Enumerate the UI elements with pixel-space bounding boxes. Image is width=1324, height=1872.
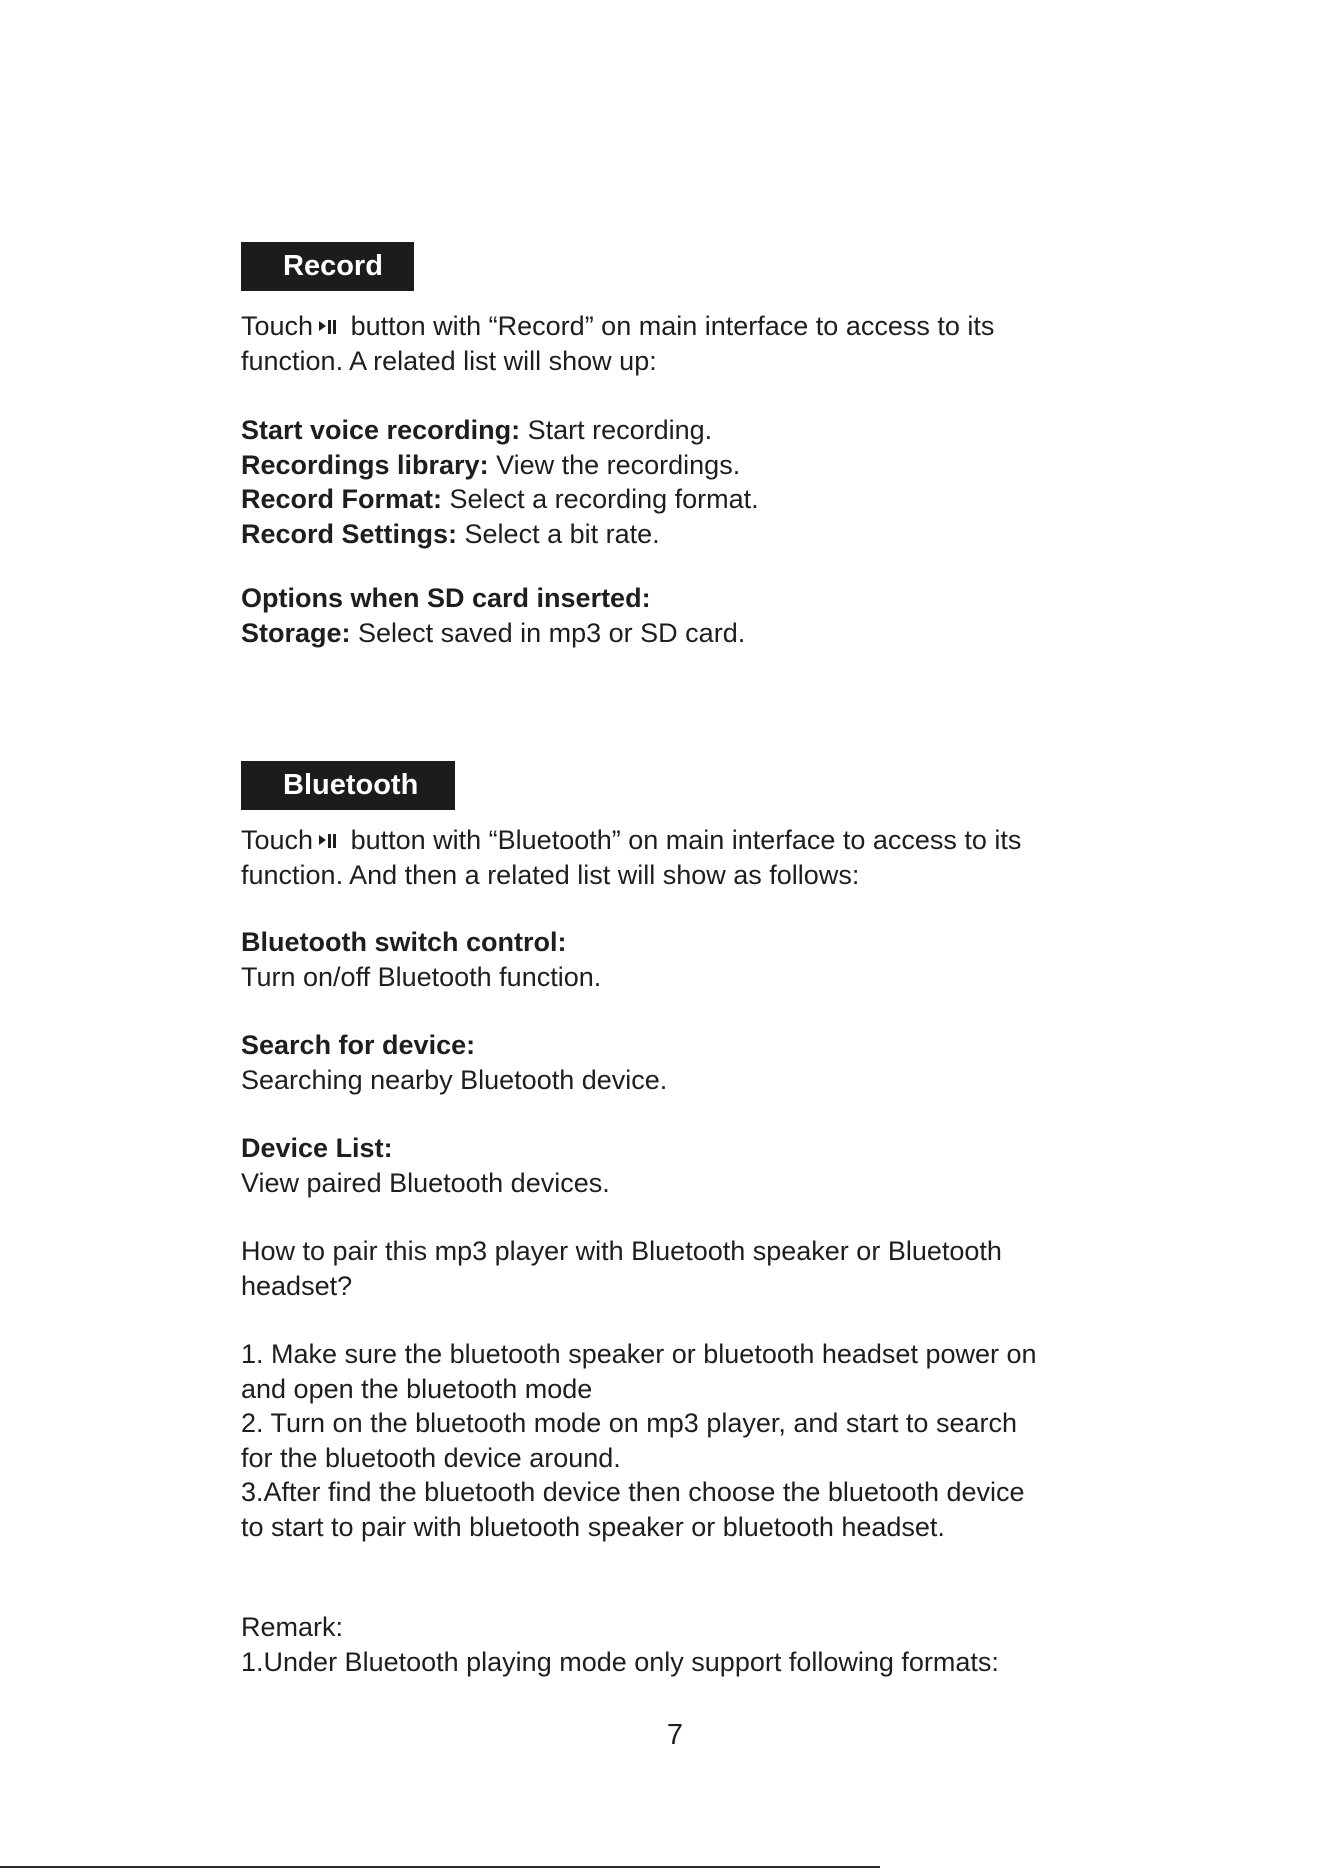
pair-question-line1: How to pair this mp3 player with Bluetooth speaker or Bluetooth [241,1236,1002,1266]
option-term: Record Format: [241,484,443,514]
record-intro-line2: function. A related list will show up: [241,345,657,376]
step-line: 1. Make sure the bluetooth speaker or bluetooth headset power on [241,1339,1037,1369]
record-option-format [241,482,1141,517]
switch-term: Bluetooth switch control: [241,927,567,957]
pair-steps [241,1337,1141,1544]
bluetooth-intro-post: button with “Bluetooth” on main interface to access to its [350,825,1022,855]
bluetooth-search [241,1028,1141,1097]
option-desc: Select a recording format. [442,484,759,514]
option-term: Start voice recording: [241,415,521,445]
bluetooth-intro-pre: Touch [241,825,314,855]
bottom-rule [0,1866,880,1868]
step-line: for the bluetooth device around. [241,1442,621,1473]
record-intro [241,309,1141,378]
record-option-settings [241,517,1141,552]
option-term: Storage: [241,617,351,648]
option-term: Record Settings: [241,518,458,549]
remark [241,1610,1141,1679]
pair-question [241,1234,1141,1303]
step-line: 3.After find the bluetooth device then choose the bluetooth device [241,1477,1025,1507]
option-desc: View the recordings. [488,449,741,480]
option-desc: Start recording. [520,415,713,445]
pair-question-line2: headset? [241,1270,353,1301]
bluetooth-switch [241,925,1141,994]
storage-option [241,616,1141,651]
bluetooth-heading: Bluetooth [241,761,455,810]
step-line: and open the bluetooth mode [241,1373,593,1404]
search-term: Search for device: [241,1030,476,1060]
bluetooth-intro [241,823,1141,892]
bluetooth-intro-line2: function. And then a related list will show as follows: [241,859,860,890]
search-desc: Searching nearby Bluetooth device. [241,1064,668,1095]
device-list-desc: View paired Bluetooth devices. [241,1167,610,1198]
record-sd-options [241,581,1141,650]
page-number: 7 [666,1719,684,1751]
option-term: Recordings library: [241,449,489,480]
step-line: to start to pair with bluetooth speaker or bluetooth headset. [241,1511,945,1542]
record-option-start [241,413,1141,448]
record-heading: Record [241,242,414,291]
bluetooth-device-list [241,1131,1141,1200]
record-options-list [241,413,1141,551]
option-desc: Select saved in mp3 or SD card. [350,617,746,648]
remark-line1: 1.Under Bluetooth playing mode only support following formats: [241,1646,999,1677]
device-list-term: Device List: [241,1133,393,1163]
option-desc: Select a bit rate. [457,518,660,549]
play-pause-icon [319,823,337,858]
record-intro-pre: Touch [241,311,314,341]
record-option-library [241,448,1141,483]
play-pause-icon [319,309,337,344]
sd-options-heading: Options when SD card inserted: [241,583,651,613]
remark-label: Remark: [241,1612,344,1642]
record-intro-post: button with “Record” on main interface to access to its [350,311,995,341]
switch-desc: Turn on/off Bluetooth function. [241,961,602,992]
step-line: 2. Turn on the bluetooth mode on mp3 player, and start to search [241,1408,1017,1438]
